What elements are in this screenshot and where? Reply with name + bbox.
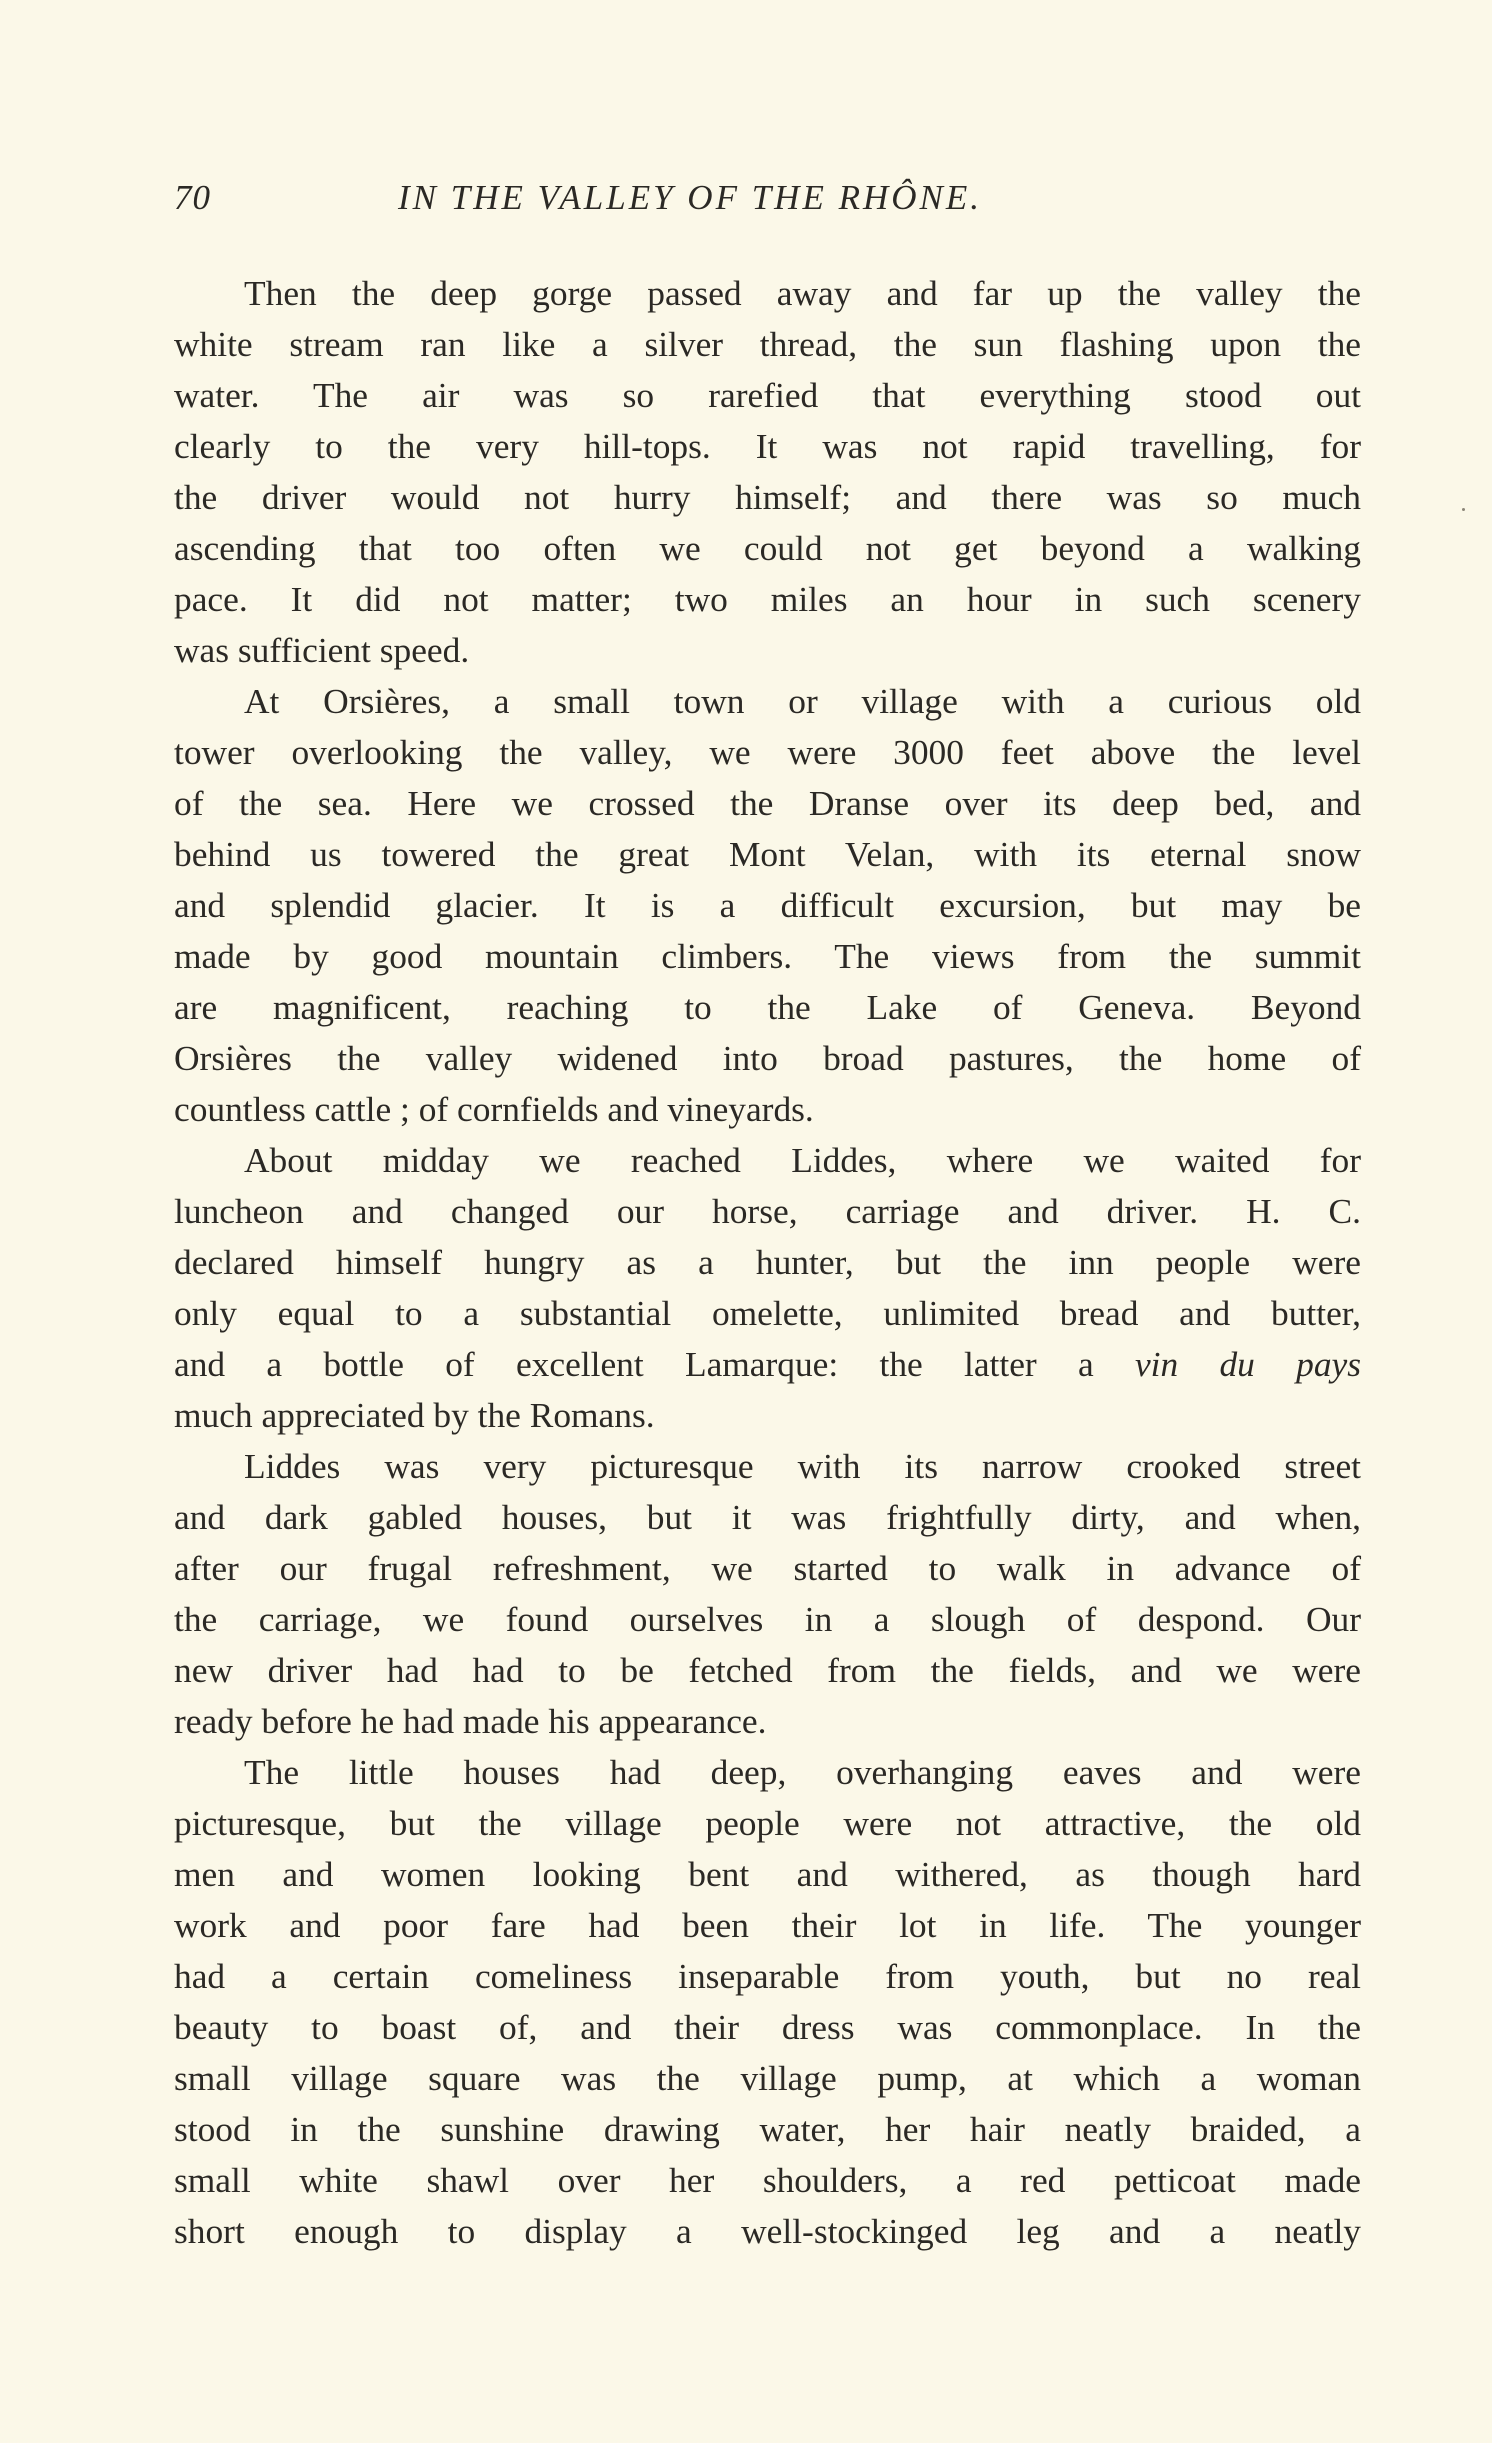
text-line <box>174 268 1361 319</box>
text-line <box>174 625 1361 676</box>
text-line-content: the carriage, we found ourselves in a slough of despond. Our <box>174 1599 1361 1639</box>
text-line <box>174 1798 1361 1849</box>
text-line-content: small village square was the village pump, at which a woman <box>174 2058 1361 2098</box>
text-line <box>174 1951 1361 2002</box>
text-line <box>174 370 1361 421</box>
text-line <box>174 472 1361 523</box>
text-line-content: ascending that too often we could not get beyond a walking <box>174 528 1361 568</box>
text-line <box>174 1339 1361 1390</box>
text-line <box>174 523 1361 574</box>
text-line-content: picturesque, but the village people were not attractive, the old <box>174 1803 1361 1843</box>
body-text <box>174 268 1361 2257</box>
text-line-content: Orsières the valley widened into broad pastures, the home of <box>174 1038 1361 1078</box>
text-line-content: men and women looking bent and withered, as though hard <box>174 1854 1361 1894</box>
text-line <box>174 727 1361 778</box>
text-line-content: after our frugal refreshment, we started to walk in advance of <box>174 1548 1361 1588</box>
text-line <box>174 982 1361 1033</box>
text-line-content: countless cattle ; of cornfields and vineyards. <box>174 1089 814 1129</box>
text-line-content: work and poor fare had been their lot in life. The younger <box>174 1905 1361 1945</box>
text-line-content: clearly to the very hill-tops. It was not rapid travelling, for <box>174 426 1361 466</box>
text-line <box>174 2155 1361 2206</box>
text-line <box>174 778 1361 829</box>
text-line <box>174 931 1361 982</box>
page-number: 70 <box>174 178 211 217</box>
running-title: IN THE VALLEY OF THE RHÔNE. <box>398 178 982 217</box>
text-line <box>174 1645 1361 1696</box>
text-line-content: new driver had had to be fetched from the fields, and we were <box>174 1650 1361 1690</box>
text-line <box>174 880 1361 931</box>
text-line <box>174 1033 1361 1084</box>
text-line-content: tower overlooking the valley, we were 3000 feet above the level <box>174 732 1361 772</box>
text-line <box>174 829 1361 880</box>
text-line-content: pace. It did not matter; two miles an hour in such scenery <box>174 579 1361 619</box>
text-line-content: white stream ran like a silver thread, the sun flashing upon the <box>174 324 1361 364</box>
text-line <box>174 1849 1361 1900</box>
paper-speck <box>1462 508 1465 511</box>
text-line <box>174 676 1361 727</box>
text-line-content: are magnificent, reaching to the Lake of Geneva. Beyond <box>174 987 1361 1027</box>
text-line-content: made by good mountain climbers. The views from the summit <box>174 936 1361 976</box>
text-line-content: stood in the sunshine drawing water, her hair neatly braided, a <box>174 2109 1361 2149</box>
text-line-content: water. The air was so rarefied that everything stood out <box>174 375 1361 415</box>
text-line <box>174 1135 1361 1186</box>
text-line <box>174 1492 1361 1543</box>
text-line <box>174 1900 1361 1951</box>
text-line-content: declared himself hungry as a hunter, but the inn people were <box>174 1242 1361 1282</box>
text-line-content: beauty to boast of, and their dress was commonplace. In the <box>174 2007 1361 2047</box>
text-line <box>174 2206 1361 2257</box>
text-line <box>174 1594 1361 1645</box>
text-line-content: of the sea. Here we crossed the Dranse over its deep bed, and <box>174 783 1361 823</box>
text-line-content: About midday we reached Liddes, where we waited for <box>244 1140 1361 1180</box>
text-line-content: Then the deep gorge passed away and far up the valley the <box>244 273 1361 313</box>
text-line <box>174 1543 1361 1594</box>
text-line-content: ready before he had made his appearance. <box>174 1701 767 1741</box>
text-line <box>174 574 1361 625</box>
text-line-content: At Orsières, a small town or village with a curious old <box>244 681 1361 721</box>
text-line-content: the driver would not hurry himself; and there was so much <box>174 477 1361 517</box>
text-line <box>174 1696 1361 1747</box>
text-line-content: and a bottle of excellent Lamarque: the latter a <box>174 1344 1094 1384</box>
text-line-content: behind us towered the great Mont Velan, with its eternal snow <box>174 834 1361 874</box>
text-line <box>174 2053 1361 2104</box>
text-line <box>174 1390 1361 1441</box>
italic-phrase: vin du pays <box>1134 1344 1362 1384</box>
text-line-content: and splendid glacier. It is a difficult excursion, but may be <box>174 885 1361 925</box>
text-line <box>174 1237 1361 1288</box>
text-line <box>174 1441 1361 1492</box>
text-line-content: The little houses had deep, overhanging eaves and were <box>244 1752 1361 1792</box>
text-line-content: and dark gabled houses, but it was frightfully dirty, and when, <box>174 1497 1361 1537</box>
text-line <box>174 2002 1361 2053</box>
running-head <box>174 170 1354 226</box>
text-line <box>174 1084 1361 1135</box>
text-line-content: only equal to a substantial omelette, unlimited bread and butter, <box>174 1293 1361 1333</box>
text-line <box>174 1186 1361 1237</box>
text-line <box>174 421 1361 472</box>
text-line <box>174 1747 1361 1798</box>
text-line-content: was sufficient speed. <box>174 630 470 670</box>
text-line-content: short enough to display a well-stockinged leg and a neatly <box>174 2211 1361 2251</box>
text-line-content: much appreciated by the Romans. <box>174 1395 655 1435</box>
text-line <box>174 2104 1361 2155</box>
text-line <box>174 319 1361 370</box>
text-line-content: Liddes was very picturesque with its narrow crooked street <box>244 1446 1361 1486</box>
text-line-content: small white shawl over her shoulders, a red petticoat made <box>174 2160 1361 2200</box>
text-line <box>174 1288 1361 1339</box>
text-line-content: had a certain comeliness inseparable from youth, but no real <box>174 1956 1361 1996</box>
text-line-content: luncheon and changed our horse, carriage and driver. H. C. <box>174 1191 1361 1231</box>
